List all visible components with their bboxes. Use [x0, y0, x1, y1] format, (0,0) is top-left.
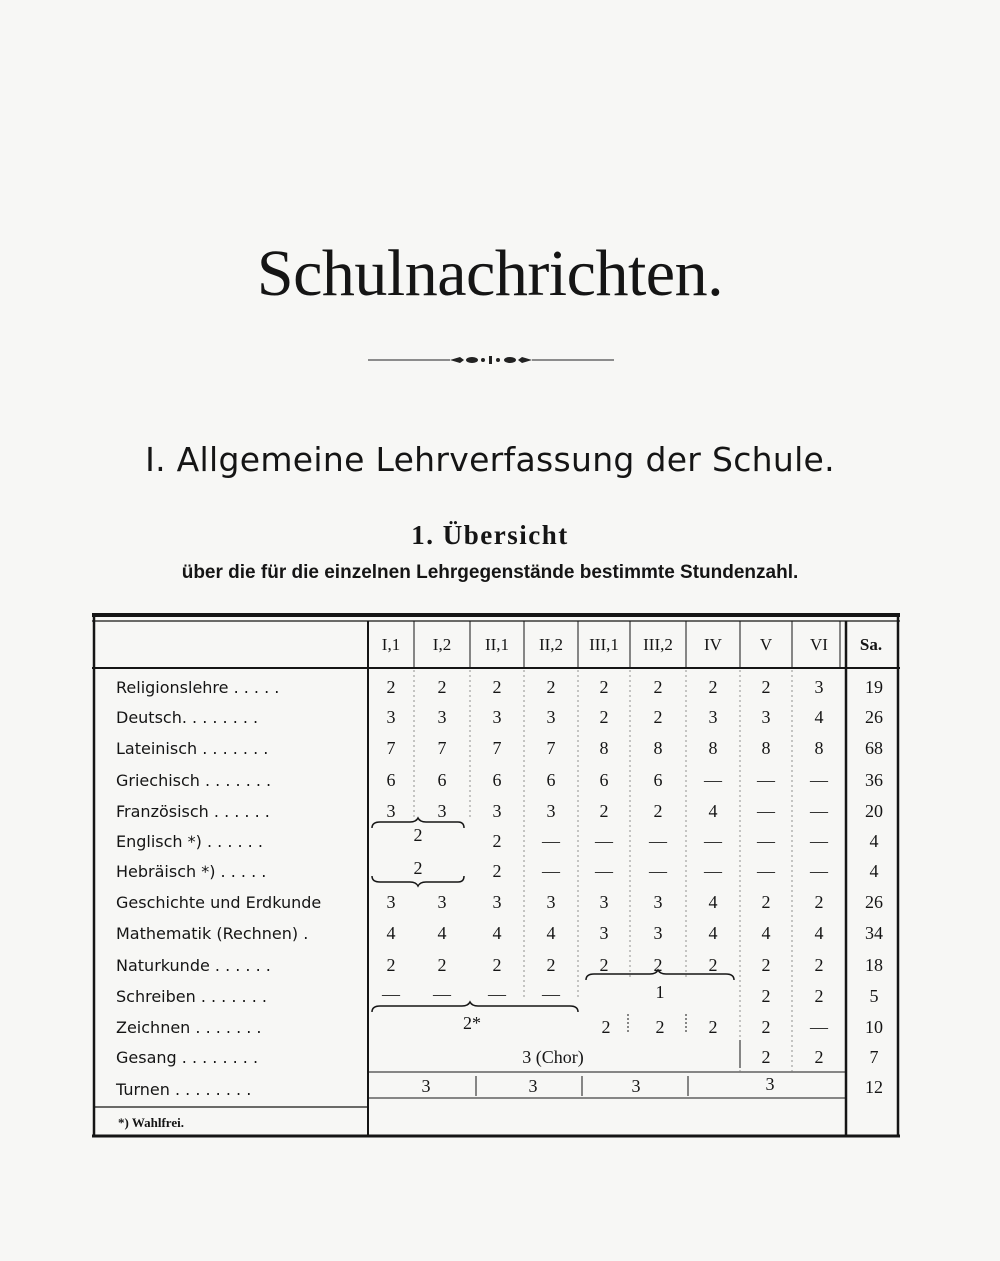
table-cell: 6 [546, 770, 556, 790]
table-cell: 3 [437, 892, 447, 912]
table-cell: 6 [599, 770, 609, 790]
table-cell: 8 [708, 738, 718, 758]
table-cell: 2 [814, 986, 824, 1006]
row-sum: 36 [865, 770, 883, 790]
table-cell: 2 [546, 677, 556, 697]
row-sum: 4 [869, 861, 879, 881]
row-sum: 68 [865, 738, 883, 758]
subject-name: Deutsch. . . . . . . . [116, 708, 259, 727]
table-cell: — [433, 984, 451, 1004]
table-cell: 4 [761, 923, 771, 943]
table-cell: 4 [546, 923, 556, 943]
table-cell: 3 (Chor) [522, 1047, 584, 1067]
table-cell: 2 [492, 861, 502, 881]
table-cell: 2 [437, 677, 447, 697]
sub-subheading: über die für die einzelnen Lehrgegenstände bestimmte Stundenzahl. [181, 562, 799, 583]
column-header: I,2 [432, 635, 452, 654]
subject-name: Zeichnen . . . . . . . [116, 1018, 262, 1037]
table-cell: 2 [653, 955, 663, 975]
table-cell: 2 [761, 986, 771, 1006]
sum-header: Sa. [859, 635, 883, 654]
row-sum: 10 [865, 1017, 883, 1037]
table-cell: — [382, 984, 400, 1004]
table-cell: 8 [814, 738, 824, 758]
table-cell: — [810, 831, 828, 851]
column-header: II,1 [484, 635, 510, 654]
table-cell: — [757, 770, 775, 790]
table-cell: 3 [761, 707, 771, 727]
subject-name: Französisch . . . . . . [116, 802, 270, 821]
table-cell: 2 [413, 858, 423, 878]
table-cell: 8 [599, 738, 609, 758]
table-cell: 6 [437, 770, 447, 790]
table-cell: 4 [492, 923, 502, 943]
table-cell: 7 [437, 738, 447, 758]
row-sum: 26 [865, 892, 883, 912]
table-cell: 6 [492, 770, 502, 790]
column-header: III,2 [643, 635, 673, 654]
table-cell: — [704, 831, 722, 851]
table-cell: 4 [708, 892, 718, 912]
table-cell: 2 [599, 707, 609, 727]
row-sum: 18 [865, 955, 883, 975]
table-cell: 3 [492, 707, 502, 727]
subject-name: Mathematik (Rechnen) . [116, 924, 309, 943]
subject-name: Turnen . . . . . . . . [116, 1080, 252, 1099]
footnote: *) Wahlfrei. [118, 1115, 184, 1130]
subject-name: Geschichte und Erdkunde [116, 893, 322, 912]
table-cell: 3 [599, 923, 609, 943]
table-cell: 2 [761, 677, 771, 697]
table-cell: 2 [814, 892, 824, 912]
table-cell: 2 [653, 677, 663, 697]
table-cell: — [810, 770, 828, 790]
column-header: II,2 [538, 635, 564, 654]
table-cell: 4 [814, 923, 824, 943]
table-cell: 2 [492, 955, 502, 975]
row-sum: 4 [869, 831, 879, 851]
table-cell: 2 [601, 1017, 611, 1037]
subject-name: Griechisch . . . . . . . [116, 771, 272, 790]
subject-name: Naturkunde . . . . . . [116, 956, 271, 975]
column-header: V [759, 635, 773, 654]
table-cell: 3 [599, 892, 609, 912]
table-cell: 2 [653, 707, 663, 727]
table-cell: 4 [437, 923, 447, 943]
row-sum: 5 [869, 986, 879, 1006]
table-cell: — [757, 831, 775, 851]
subject-name: Religionslehre . . . . . [116, 678, 280, 697]
table-cell: — [704, 861, 722, 881]
subject-names [115, 678, 321, 1099]
table-cell: 1 [655, 982, 665, 1002]
table-cell: 3 [421, 1076, 431, 1096]
row-sum: 19 [865, 677, 883, 697]
row-sum: 12 [865, 1077, 883, 1097]
table-cell: 4 [386, 923, 396, 943]
table-cell: — [542, 831, 560, 851]
table-cell: 2 [761, 1047, 771, 1067]
column-header: I,1 [381, 635, 401, 654]
table-cell: 3 [492, 892, 502, 912]
table-cell: 2 [546, 955, 556, 975]
table-cell: 2 [814, 955, 824, 975]
table-cell: 3 [437, 707, 447, 727]
table-cell: 4 [814, 707, 824, 727]
table-cell: 2 [413, 825, 423, 845]
table-cell: — [649, 861, 667, 881]
table-cell: 2 [653, 801, 663, 821]
column-header: VI [810, 635, 828, 654]
table-cell: — [542, 984, 560, 1004]
table-cell: 7 [492, 738, 502, 758]
table-cell: 2 [761, 1017, 771, 1037]
row-sum: 7 [869, 1047, 879, 1067]
table-cell: 3 [708, 707, 718, 727]
table-cell: 8 [761, 738, 771, 758]
table-cell: 2 [599, 955, 609, 975]
table-cell: 3 [653, 892, 663, 912]
table-cell: 3 [653, 923, 663, 943]
row-sum: 34 [865, 923, 883, 943]
subject-name: Hebräisch *) . . . . . [116, 862, 267, 881]
table-cell: — [595, 831, 613, 851]
table-cell: 2 [599, 801, 609, 821]
table-cell: 3 [546, 892, 556, 912]
section-heading: I. Allgemeine Lehrverfassung der Schule. [145, 440, 835, 479]
table-cell: — [595, 861, 613, 881]
table-cell: 2 [761, 955, 771, 975]
table-cell: 3 [765, 1074, 775, 1094]
table-cell: 3 [546, 801, 556, 821]
subject-name: Schreiben . . . . . . . [116, 987, 267, 1006]
table-cell: 2 [708, 1017, 718, 1037]
table-cell: 7 [546, 738, 556, 758]
table-cell: 3 [437, 801, 447, 821]
page-title: Schulnachrichten. [256, 237, 724, 310]
value-cells [381, 677, 883, 1097]
sub-heading: 1. Übersicht [411, 520, 569, 550]
table-cell: 2 [492, 831, 502, 851]
table-cell: 3 [546, 707, 556, 727]
table-cell: 6 [386, 770, 396, 790]
table-cell: 3 [814, 677, 824, 697]
table-cell: — [757, 801, 775, 821]
table-header [382, 635, 882, 654]
table-cell: 2 [437, 955, 447, 975]
table-cell: 7 [386, 738, 396, 758]
table-cell: — [542, 861, 560, 881]
table-cell: — [810, 801, 828, 821]
table-cell: — [810, 861, 828, 881]
column-header: III,1 [589, 635, 619, 654]
subject-name: Englisch *) . . . . . . [116, 832, 263, 851]
table-cell: 6 [653, 770, 663, 790]
subject-name: Gesang . . . . . . . . [116, 1048, 259, 1067]
column-header: IV [704, 635, 722, 654]
table-cell: 3 [386, 801, 396, 821]
table-cell: 2 [386, 955, 396, 975]
table-cell: 3 [528, 1076, 538, 1096]
table-cell: 4 [708, 801, 718, 821]
row-sum: 20 [865, 801, 883, 821]
table-cell: 2 [708, 677, 718, 697]
table-cell: 4 [708, 923, 718, 943]
table-cell: — [757, 861, 775, 881]
table-cell: 2 [708, 955, 718, 975]
table-cell: 3 [386, 892, 396, 912]
row-sum: 26 [865, 707, 883, 727]
table-cell: 3 [492, 801, 502, 821]
table-cell: 2* [463, 1013, 481, 1033]
table-cell: — [649, 831, 667, 851]
table-cell: 2 [761, 892, 771, 912]
table-cell: — [810, 1017, 828, 1037]
table-cell: 3 [631, 1076, 641, 1096]
table-cell: 2 [492, 677, 502, 697]
table-cell: 2 [814, 1047, 824, 1067]
table-cell: 2 [655, 1017, 665, 1037]
subject-name: Lateinisch . . . . . . . [116, 739, 269, 758]
table-cell: 2 [599, 677, 609, 697]
table-cell: 3 [386, 707, 396, 727]
table-cell: 8 [653, 738, 663, 758]
table-cell: — [488, 984, 506, 1004]
table-cell: 2 [386, 677, 396, 697]
table-cell: — [704, 770, 722, 790]
